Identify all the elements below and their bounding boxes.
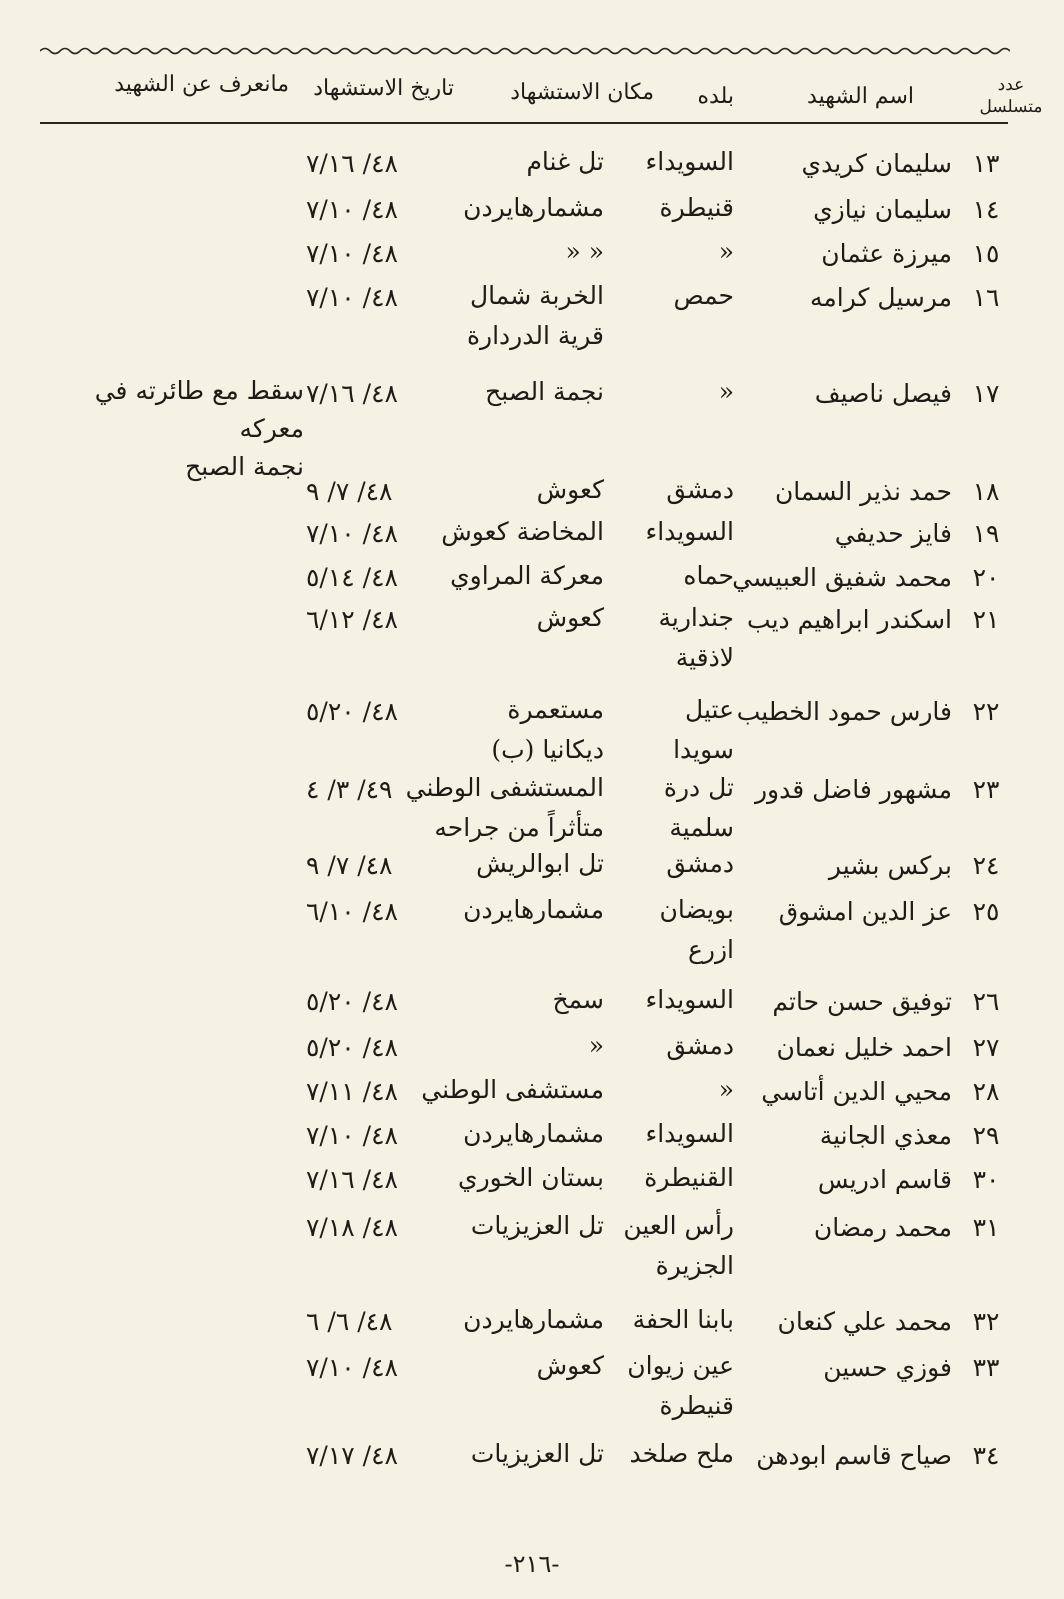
martyr-name-text: توفيق حسن حاتم	[772, 987, 952, 1016]
date-of-martyrdom-text: ٤٨/ ٥/٢٠	[306, 987, 398, 1016]
hometown-text-line2: ازرع	[687, 935, 734, 964]
hometown-text: دمشق	[666, 1031, 734, 1060]
serial-number-text: ٣٠	[972, 1165, 1000, 1194]
hometown-text: السويداء	[645, 1119, 734, 1148]
serial-number	[966, 470, 1006, 514]
serial-number	[966, 372, 1006, 416]
hometown	[614, 1070, 734, 1110]
martyr-name	[732, 1206, 952, 1250]
martyr-name	[732, 512, 952, 556]
martyr-name	[732, 690, 952, 734]
serial-number	[966, 890, 1006, 934]
place-of-martyrdom	[421, 1070, 604, 1110]
place-of-martyrdom	[434, 1434, 604, 1474]
martyr-name-text: عز الدين امشوق	[778, 897, 952, 926]
date-of-martyrdom-text: ٤٨/ ٧/ ٩	[306, 851, 393, 880]
martyr-name-text: احمد خليل نعمان	[776, 1033, 952, 1062]
hometown	[614, 1206, 734, 1286]
place-of-martyrdom-text: كعوش	[536, 475, 604, 504]
place-of-martyrdom-text: نجمة الصبح	[485, 377, 604, 406]
hometown	[614, 768, 734, 848]
header-place: مكان الاستشهاد	[510, 80, 654, 105]
date-of-martyrdom	[306, 1206, 456, 1250]
serial-number	[966, 1114, 1006, 1158]
martyr-name-text: ميرزة عثمان	[821, 239, 952, 268]
place-of-martyrdom-text: الخربة شمال	[470, 281, 604, 310]
serial-number-text: ٣٣	[972, 1353, 1000, 1382]
place-of-martyrdom	[434, 556, 604, 596]
martyr-name	[732, 980, 952, 1024]
known-info-text-line2: نجمة الصبح	[185, 452, 304, 481]
martyr-name	[732, 276, 952, 320]
hometown	[614, 1346, 734, 1426]
date-of-martyrdom	[306, 1026, 456, 1070]
date-of-martyrdom	[306, 470, 456, 514]
date-of-martyrdom-text: ٤٨/ ٧/١١	[306, 1077, 398, 1106]
date-of-martyrdom	[306, 512, 456, 556]
hometown-text: دمشق	[666, 475, 734, 504]
header-note: مانعرف عن الشهيد	[114, 72, 289, 97]
serial-number-text: ٢١	[972, 605, 1000, 634]
hometown	[614, 598, 734, 678]
martyr-name	[732, 1300, 952, 1344]
hometown-text: بابنا الحفة	[632, 1305, 734, 1334]
place-of-martyrdom-text: تل ابوالريش	[476, 849, 604, 878]
hometown	[614, 142, 734, 182]
place-of-martyrdom	[434, 1206, 604, 1246]
serial-number	[966, 1070, 1006, 1114]
date-of-martyrdom-text: ٤٨/ ٥/٢٠	[306, 697, 398, 726]
place-of-martyrdom-text-line2: ديكانيا (ب)	[491, 735, 604, 764]
date-of-martyrdom	[306, 768, 456, 812]
place-of-martyrdom	[434, 512, 604, 552]
martyr-name-text: اسكندر ابراهيم ديب	[747, 605, 952, 634]
date-of-martyrdom-text: ٤٨/ ٧/١٠	[306, 1121, 398, 1150]
date-of-martyrdom-text: ٤٨/ ٥/٢٠	[306, 1033, 398, 1062]
martyr-name-text: بركس بشير	[828, 851, 952, 880]
hometown	[614, 1158, 734, 1198]
serial-number-text: ١٦	[972, 283, 1000, 312]
date-of-martyrdom-text: ٤٨/ ٧/١٦	[306, 149, 398, 178]
date-of-martyrdom-text: ٤٨/ ٧/١٠	[306, 195, 398, 224]
martyr-name-text: صياح قاسم ابودهن	[756, 1441, 952, 1470]
place-of-martyrdom-text: بستان الخوري	[458, 1163, 604, 1192]
known-info-text: سقط مع طائرته في معركه	[94, 376, 304, 443]
wavy-top-border	[40, 44, 1010, 58]
place-of-martyrdom	[434, 1346, 604, 1386]
date-of-martyrdom-text: ٤٨/ ٧/ ٩	[306, 477, 393, 506]
date-of-martyrdom-text: ٤٨/ ٦/١٠	[306, 897, 398, 926]
martyr-name-text: مشهور فاضل قدور	[754, 775, 952, 804]
header-divider	[40, 122, 1008, 124]
hometown	[614, 470, 734, 510]
serial-number-text: ٢٨	[972, 1077, 1000, 1106]
header-name: اسم الشهيد	[807, 84, 914, 109]
hometown	[614, 844, 734, 884]
martyr-name-text: محيي الدين أتاسي	[761, 1077, 952, 1106]
serial-number-text: ٢٦	[972, 987, 1000, 1016]
martyr-name-text: فايز حديفي	[834, 519, 952, 548]
serial-number	[966, 1158, 1006, 1202]
serial-number-text: ٢٥	[972, 897, 1000, 926]
place-of-martyrdom	[434, 980, 604, 1020]
serial-number-text: ٢٣	[972, 775, 1000, 804]
hometown-text: تل درة	[663, 773, 734, 802]
martyr-name	[732, 598, 952, 642]
serial-number	[966, 1206, 1006, 1250]
page-number: -٢١٦-	[504, 1550, 560, 1578]
hometown-text: رأس العين	[623, 1211, 734, 1240]
date-of-martyrdom	[306, 844, 456, 888]
serial-number	[966, 512, 1006, 556]
serial-number-text: ٣٢	[972, 1307, 1000, 1336]
place-of-martyrdom	[434, 844, 604, 884]
hometown-text: قنيطرة	[659, 193, 734, 222]
place-of-martyrdom-text: كعوش	[536, 1351, 604, 1380]
hometown-text: جندارية	[658, 603, 734, 632]
hometown-text: القنيطرة	[644, 1163, 734, 1192]
hometown	[614, 1026, 734, 1066]
martyr-name-text: فيصل ناصيف	[814, 379, 952, 408]
martyr-name	[732, 1114, 952, 1158]
martyr-name	[732, 188, 952, 232]
date-of-martyrdom-text: ٤٨/ ٧/١٠	[306, 1353, 398, 1382]
date-of-martyrdom	[306, 1300, 456, 1344]
martyr-name	[732, 768, 952, 812]
date-of-martyrdom-text: ٤٨/ ٧/١٨	[306, 1213, 398, 1242]
hometown-text: ملح صلخد	[629, 1439, 734, 1468]
place-of-martyrdom-text: كعوش	[536, 603, 604, 632]
martyr-name	[732, 890, 952, 934]
serial-number	[966, 768, 1006, 812]
serial-number	[966, 232, 1006, 276]
hometown-text: السويداء	[645, 985, 734, 1014]
place-of-martyrdom-text: مستعمرة	[507, 695, 604, 724]
martyr-name-text: سليمان كريدي	[801, 149, 952, 178]
hometown-text-line2: سلمية	[669, 813, 734, 842]
serial-number-text: ١٣	[972, 149, 1000, 178]
place-of-martyrdom	[434, 372, 604, 412]
serial-number	[966, 142, 1006, 186]
serial-number-text: ١٥	[972, 239, 1000, 268]
place-of-martyrdom	[434, 142, 604, 182]
hometown	[614, 232, 734, 272]
martyr-name	[732, 1026, 952, 1070]
date-of-martyrdom	[306, 276, 456, 320]
hometown	[614, 1300, 734, 1340]
place-of-martyrdom	[405, 768, 604, 848]
hometown-text: السويداء	[645, 517, 734, 546]
serial-number	[966, 556, 1006, 600]
date-of-martyrdom-text: ٤٨/ ٥/١٤	[306, 563, 398, 592]
date-of-martyrdom	[306, 1158, 456, 1202]
hometown	[614, 512, 734, 552]
serial-number-text: ٢٧	[972, 1033, 1000, 1062]
place-of-martyrdom-text: مشمارهايردن	[463, 1305, 604, 1334]
place-of-martyrdom	[434, 1158, 604, 1198]
date-of-martyrdom-text: ٤٨/ ٧/١٠	[306, 519, 398, 548]
date-of-martyrdom	[306, 556, 456, 600]
place-of-martyrdom-text: المستشفى الوطني	[405, 773, 604, 802]
place-of-martyrdom-text: مستشفى الوطني	[421, 1075, 604, 1104]
place-of-martyrdom-text: مشمارهايردن	[463, 193, 604, 222]
hometown-text: عين زيوان	[627, 1351, 734, 1380]
place-of-martyrdom-text: مشمارهايردن	[463, 1119, 604, 1148]
hometown	[614, 276, 734, 316]
serial-number	[966, 1434, 1006, 1478]
date-of-martyrdom-text: ٤٨/ ٦/ ٦	[306, 1307, 393, 1336]
place-of-martyrdom-text: « «	[565, 237, 604, 266]
date-of-martyrdom	[306, 690, 456, 734]
hometown-text: بويضان	[659, 895, 734, 924]
hometown	[614, 188, 734, 228]
martyr-name-text: محمد علي كنعان	[777, 1307, 952, 1336]
martyr-name-text: قاسم ادريس	[817, 1165, 952, 1194]
place-of-martyrdom	[434, 1026, 604, 1066]
serial-number-text: ٢٠	[972, 563, 1000, 592]
hometown-text-line2: الجزيرة	[655, 1251, 734, 1280]
place-of-martyrdom-text: «	[588, 1031, 604, 1060]
date-of-martyrdom	[306, 890, 456, 934]
martyr-name-text: محمد شفيق العبيسي	[732, 563, 952, 592]
hometown-text: عتيل	[685, 695, 734, 724]
date-of-martyrdom	[306, 980, 456, 1024]
serial-number-text: ٢٢	[972, 697, 1000, 726]
date-of-martyrdom	[306, 1346, 456, 1390]
serial-number-text: ٣١	[972, 1213, 1000, 1242]
header-serial: عدد متسلسل	[979, 75, 1043, 117]
serial-number-text: ٢٤	[972, 851, 1000, 880]
date-of-martyrdom	[306, 598, 456, 642]
martyr-name	[732, 556, 952, 600]
hometown-text: «	[718, 1075, 734, 1104]
martyr-name	[732, 844, 952, 888]
hometown	[614, 556, 734, 596]
place-of-martyrdom	[434, 1114, 604, 1154]
martyr-name	[732, 1158, 952, 1202]
date-of-martyrdom-text: ٤٨/ ٧/١٧	[306, 1441, 398, 1470]
hometown-text: «	[718, 237, 734, 266]
martyr-name	[732, 470, 952, 514]
hometown	[614, 690, 734, 770]
date-of-martyrdom-text: ٤٨/ ٧/١٦	[306, 379, 398, 408]
serial-number	[966, 598, 1006, 642]
serial-number	[966, 980, 1006, 1024]
martyr-name-text: مرسيل كرامه	[810, 283, 952, 312]
place-of-martyrdom-text: مشمارهايردن	[463, 895, 604, 924]
date-of-martyrdom	[306, 232, 456, 276]
serial-number	[966, 1026, 1006, 1070]
serial-number-text: ١٩	[972, 519, 1000, 548]
martyr-name	[732, 142, 952, 186]
serial-number-text: ٣٤	[972, 1441, 1000, 1470]
martyr-name	[732, 1434, 952, 1478]
place-of-martyrdom	[434, 232, 604, 272]
place-of-martyrdom-text: تل غنام	[526, 147, 604, 176]
martyr-name	[732, 1070, 952, 1114]
hometown-text: دمشق	[666, 849, 734, 878]
martyr-name-text: فارس حمود الخطيب	[736, 697, 952, 726]
header-date: تاريخ الاستشهاد	[313, 76, 454, 101]
place-of-martyrdom-text: تل العزيزيات	[470, 1439, 604, 1468]
place-of-martyrdom	[434, 1300, 604, 1340]
place-of-martyrdom-text-line2: قرية الدردارة	[466, 321, 604, 350]
date-of-martyrdom	[306, 372, 456, 416]
date-of-martyrdom	[306, 1434, 456, 1478]
hometown-text-line2: سويدا	[673, 735, 734, 764]
serial-number	[966, 276, 1006, 320]
hometown	[614, 890, 734, 970]
serial-number-text: ٢٩	[972, 1121, 1000, 1150]
date-of-martyrdom-text: ٤٨/ ٧/١٠	[306, 239, 398, 268]
known-info	[44, 372, 304, 486]
date-of-martyrdom-text: ٤٩/ ٣/ ٤	[306, 775, 393, 804]
place-of-martyrdom-text-line2: متأثراً من جراحه	[434, 813, 604, 842]
place-of-martyrdom	[434, 598, 604, 638]
serial-number-text: ١٨	[972, 477, 1000, 506]
martyr-name-text: سليمان نيازي	[813, 195, 952, 224]
martyr-name-text: فوزي حسين	[823, 1353, 952, 1382]
date-of-martyrdom-text: ٤٨/ ٧/١٦	[306, 1165, 398, 1194]
date-of-martyrdom	[306, 188, 456, 232]
hometown	[614, 1434, 734, 1474]
date-of-martyrdom-text: ٤٨/ ٦/١٢	[306, 605, 398, 634]
date-of-martyrdom-text: ٤٨/ ٧/١٠	[306, 283, 398, 312]
hometown	[614, 1114, 734, 1154]
serial-number	[966, 844, 1006, 888]
martyr-name	[732, 1346, 952, 1390]
date-of-martyrdom	[306, 1114, 456, 1158]
hometown-text: «	[718, 377, 734, 406]
place-of-martyrdom	[434, 188, 604, 228]
date-of-martyrdom	[306, 142, 456, 186]
hometown-text: حماه	[683, 561, 734, 590]
date-of-martyrdom	[306, 1070, 456, 1114]
hometown-text-line2: قنيطرة	[659, 1391, 734, 1420]
hometown	[614, 980, 734, 1020]
martyr-name-text: حمد نذير السمان	[774, 477, 952, 506]
serial-number	[966, 1300, 1006, 1344]
martyr-name-text: معذي الجانية	[819, 1121, 952, 1150]
hometown-text-line2: لاذقية	[675, 643, 734, 672]
martyr-name	[732, 232, 952, 276]
serial-number	[966, 690, 1006, 734]
place-of-martyrdom	[434, 470, 604, 510]
place-of-martyrdom	[434, 890, 604, 930]
header-town: بلده	[697, 84, 734, 109]
place-of-martyrdom-text: المخاضة كعوش	[441, 517, 604, 546]
place-of-martyrdom	[434, 276, 604, 356]
hometown	[614, 372, 734, 412]
place-of-martyrdom-text: تل العزيزيات	[470, 1211, 604, 1240]
serial-number	[966, 188, 1006, 232]
serial-number	[966, 1346, 1006, 1390]
serial-number-text: ١٧	[972, 379, 1000, 408]
hometown-text: حمص	[673, 281, 734, 310]
serial-number-text: ١٤	[972, 195, 1000, 224]
place-of-martyrdom	[434, 690, 604, 770]
martyr-name-text: محمد رمضان	[813, 1213, 952, 1242]
place-of-martyrdom-text: معركة المراوي	[450, 561, 604, 590]
hometown-text: السويداء	[645, 147, 734, 176]
martyr-name	[732, 372, 952, 416]
place-of-martyrdom-text: سمخ	[552, 985, 604, 1014]
